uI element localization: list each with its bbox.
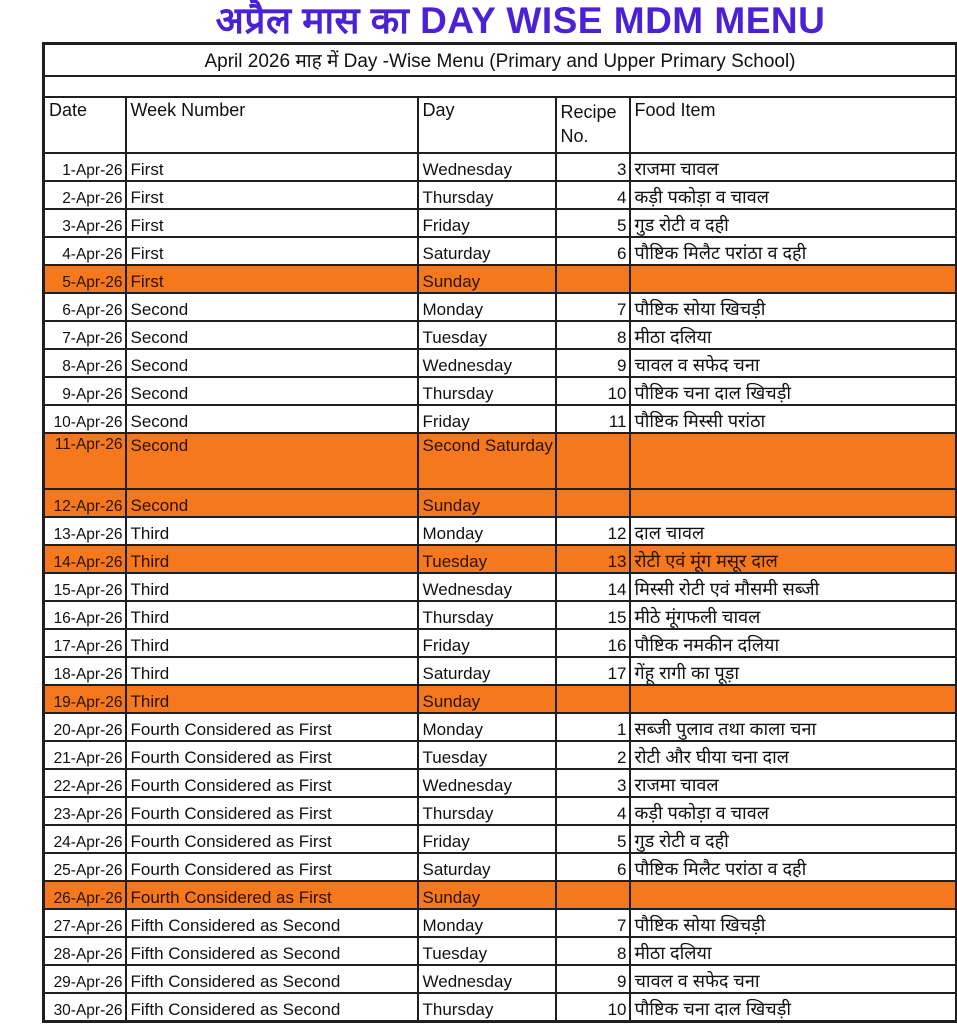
day-cell: Second Saturday	[418, 433, 556, 489]
week-cell: Third	[126, 657, 418, 685]
date-cell: 18-Apr-26	[44, 657, 126, 685]
table-row	[44, 517, 957, 545]
date-cell: 4-Apr-26	[44, 237, 126, 265]
table-row	[44, 349, 957, 377]
date-cell: 16-Apr-26	[44, 601, 126, 629]
date-cell: 3-Apr-26	[44, 209, 126, 237]
week-cell: First	[126, 181, 418, 209]
col-header-food: Food Item	[630, 97, 957, 153]
food-cell: पौष्टिक सोया खिचड़ी	[630, 909, 957, 937]
date-cell: 24-Apr-26	[44, 825, 126, 853]
mdm-menu-table	[42, 42, 957, 1023]
day-cell: Friday	[418, 405, 556, 433]
food-cell: पौष्टिक चना दाल खिचड़ी	[630, 993, 957, 1022]
week-cell: Second	[126, 349, 418, 377]
recipe-cell: 10	[556, 993, 630, 1022]
table-row	[44, 797, 957, 825]
table-row	[44, 573, 957, 601]
table-row	[44, 265, 957, 293]
table-row	[44, 405, 957, 433]
day-cell: Tuesday	[418, 321, 556, 349]
food-cell: पौष्टिक मिलैट परांठा व दही	[630, 853, 957, 881]
date-cell: 10-Apr-26	[44, 405, 126, 433]
table-row	[44, 601, 957, 629]
caption-row	[44, 44, 957, 77]
day-cell: Saturday	[418, 237, 556, 265]
food-cell: पौष्टिक चना दाल खिचड़ी	[630, 377, 957, 405]
food-cell	[630, 685, 957, 713]
spacer-cell	[44, 76, 957, 97]
recipe-cell: 4	[556, 181, 630, 209]
recipe-cell: 8	[556, 937, 630, 965]
recipe-cell: 9	[556, 349, 630, 377]
food-cell: पौष्टिक नमकीन दलिया	[630, 629, 957, 657]
table-row	[44, 545, 957, 573]
recipe-cell: 7	[556, 909, 630, 937]
recipe-cell	[556, 265, 630, 293]
page-title: अप्रैल मास का DAY WISE MDM MENU	[215, 0, 826, 41]
spacer-row	[44, 76, 957, 97]
day-cell: Saturday	[418, 657, 556, 685]
day-cell: Wednesday	[418, 573, 556, 601]
day-cell: Sunday	[418, 265, 556, 293]
food-cell	[630, 265, 957, 293]
week-cell: Fourth Considered as First	[126, 881, 418, 909]
table-caption: April 2026 माह में Day -Wise Menu (Primary and Upper Primary School)	[44, 44, 957, 77]
date-cell: 21-Apr-26	[44, 741, 126, 769]
food-cell: सब्जी पुलाव तथा काला चना	[630, 713, 957, 741]
date-cell: 22-Apr-26	[44, 769, 126, 797]
week-cell: First	[126, 237, 418, 265]
recipe-cell: 5	[556, 209, 630, 237]
date-cell: 19-Apr-26	[44, 685, 126, 713]
food-cell: मिस्सी रोटी एवं मौसमी सब्जी	[630, 573, 957, 601]
table-row	[44, 209, 957, 237]
recipe-cell: 17	[556, 657, 630, 685]
food-cell: दाल चावल	[630, 517, 957, 545]
table-row	[44, 433, 957, 489]
week-cell: Fourth Considered as First	[126, 853, 418, 881]
col-header-day: Day	[418, 97, 556, 153]
day-cell: Wednesday	[418, 965, 556, 993]
date-cell: 1-Apr-26	[44, 153, 126, 181]
recipe-cell: 7	[556, 293, 630, 321]
week-cell: Third	[126, 629, 418, 657]
day-cell: Tuesday	[418, 545, 556, 573]
table-row	[44, 825, 957, 853]
day-cell: Friday	[418, 825, 556, 853]
week-cell: Fourth Considered as First	[126, 713, 418, 741]
table-row	[44, 489, 957, 517]
food-cell: गुड रोटी व दही	[630, 209, 957, 237]
table-row	[44, 181, 957, 209]
day-cell: Sunday	[418, 881, 556, 909]
week-cell: Fourth Considered as First	[126, 769, 418, 797]
day-cell: Wednesday	[418, 349, 556, 377]
food-cell: गुड रोटी व दही	[630, 825, 957, 853]
recipe-cell	[556, 685, 630, 713]
week-cell: First	[126, 209, 418, 237]
date-cell: 26-Apr-26	[44, 881, 126, 909]
day-cell: Sunday	[418, 489, 556, 517]
date-cell: 8-Apr-26	[44, 349, 126, 377]
week-cell: Fifth Considered as Second	[126, 993, 418, 1022]
table-row	[44, 629, 957, 657]
date-cell: 23-Apr-26	[44, 797, 126, 825]
table-row	[44, 153, 957, 181]
date-cell: 7-Apr-26	[44, 321, 126, 349]
week-cell: Second	[126, 489, 418, 517]
table-row	[44, 881, 957, 909]
week-cell: Fifth Considered as Second	[126, 909, 418, 937]
day-cell: Monday	[418, 713, 556, 741]
food-cell: गेंहू रागी का पूड़ा	[630, 657, 957, 685]
recipe-cell: 5	[556, 825, 630, 853]
week-cell: First	[126, 265, 418, 293]
day-cell: Thursday	[418, 993, 556, 1022]
day-cell: Monday	[418, 517, 556, 545]
recipe-cell: 3	[556, 153, 630, 181]
recipe-cell: 13	[556, 545, 630, 573]
date-cell: 9-Apr-26	[44, 377, 126, 405]
food-cell: रोटी और घीया चना दाल	[630, 741, 957, 769]
week-cell: Third	[126, 545, 418, 573]
recipe-cell: 1	[556, 713, 630, 741]
week-cell: Third	[126, 517, 418, 545]
recipe-cell: 15	[556, 601, 630, 629]
day-cell: Thursday	[418, 377, 556, 405]
day-cell: Monday	[418, 909, 556, 937]
date-cell: 20-Apr-26	[44, 713, 126, 741]
food-cell: पौष्टिक मिस्सी परांठा	[630, 405, 957, 433]
date-cell: 13-Apr-26	[44, 517, 126, 545]
recipe-cell: 4	[556, 797, 630, 825]
day-cell: Thursday	[418, 797, 556, 825]
day-cell: Saturday	[418, 853, 556, 881]
recipe-cell: 3	[556, 769, 630, 797]
food-cell: राजमा चावल	[630, 769, 957, 797]
food-cell: चावल व सफेद चना	[630, 965, 957, 993]
table-row	[44, 853, 957, 881]
food-cell	[630, 881, 957, 909]
food-cell	[630, 489, 957, 517]
col-header-week: Week Number	[126, 97, 418, 153]
day-cell: Wednesday	[418, 769, 556, 797]
recipe-cell: 10	[556, 377, 630, 405]
week-cell: First	[126, 153, 418, 181]
date-cell: 11-Apr-26	[44, 433, 126, 489]
table-row	[44, 937, 957, 965]
col-header-date: Date	[44, 97, 126, 153]
week-cell: Second	[126, 377, 418, 405]
date-cell: 6-Apr-26	[44, 293, 126, 321]
table-row	[44, 769, 957, 797]
recipe-cell: 14	[556, 573, 630, 601]
food-cell: पौष्टिक सोया खिचड़ी	[630, 293, 957, 321]
week-cell: Second	[126, 321, 418, 349]
table-row	[44, 965, 957, 993]
recipe-cell: 16	[556, 629, 630, 657]
week-cell: Fifth Considered as Second	[126, 937, 418, 965]
recipe-cell	[556, 489, 630, 517]
table-row	[44, 909, 957, 937]
week-cell: Second	[126, 293, 418, 321]
day-cell: Tuesday	[418, 741, 556, 769]
date-cell: 15-Apr-26	[44, 573, 126, 601]
food-cell: पौष्टिक मिलैट परांठा व दही	[630, 237, 957, 265]
table-row	[44, 237, 957, 265]
food-cell: रोटी एवं मूंग मसूर दाल	[630, 545, 957, 573]
table-row	[44, 377, 957, 405]
food-cell: मीठा दलिया	[630, 937, 957, 965]
food-cell: कड़ी पकोड़ा व चावल	[630, 181, 957, 209]
recipe-cell: 6	[556, 853, 630, 881]
recipe-cell: 2	[556, 741, 630, 769]
food-cell: मीठा दलिया	[630, 321, 957, 349]
table-row	[44, 321, 957, 349]
day-cell: Sunday	[418, 685, 556, 713]
header-row	[44, 97, 957, 153]
recipe-cell: 9	[556, 965, 630, 993]
date-cell: 5-Apr-26	[44, 265, 126, 293]
date-cell: 30-Apr-26	[44, 993, 126, 1022]
day-cell: Thursday	[418, 181, 556, 209]
table-row	[44, 713, 957, 741]
food-cell: राजमा चावल	[630, 153, 957, 181]
week-cell: Third	[126, 573, 418, 601]
table-row	[44, 993, 957, 1022]
date-cell: 28-Apr-26	[44, 937, 126, 965]
menu-table-body	[44, 153, 957, 1022]
date-cell: 17-Apr-26	[44, 629, 126, 657]
day-cell: Wednesday	[418, 153, 556, 181]
week-cell: Fourth Considered as First	[126, 797, 418, 825]
week-cell: Second	[126, 433, 418, 489]
table-row	[44, 685, 957, 713]
date-cell: 2-Apr-26	[44, 181, 126, 209]
food-cell: मीठे मूंगफली चावल	[630, 601, 957, 629]
day-cell: Friday	[418, 209, 556, 237]
food-cell: कड़ी पकोड़ा व चावल	[630, 797, 957, 825]
day-cell: Tuesday	[418, 937, 556, 965]
food-cell	[630, 433, 957, 489]
week-cell: Fourth Considered as First	[126, 741, 418, 769]
recipe-cell: 8	[556, 321, 630, 349]
table-row	[44, 293, 957, 321]
date-cell: 27-Apr-26	[44, 909, 126, 937]
table-row	[44, 657, 957, 685]
food-cell: चावल व सफेद चना	[630, 349, 957, 377]
recipe-cell	[556, 881, 630, 909]
recipe-cell: 11	[556, 405, 630, 433]
date-cell: 14-Apr-26	[44, 545, 126, 573]
date-cell: 25-Apr-26	[44, 853, 126, 881]
day-cell: Thursday	[418, 601, 556, 629]
date-cell: 29-Apr-26	[44, 965, 126, 993]
date-cell: 12-Apr-26	[44, 489, 126, 517]
col-header-recipe: Recipe No.	[556, 97, 630, 153]
recipe-cell	[556, 433, 630, 489]
recipe-cell: 12	[556, 517, 630, 545]
week-cell: Fourth Considered as First	[126, 825, 418, 853]
day-cell: Monday	[418, 293, 556, 321]
day-cell: Friday	[418, 629, 556, 657]
week-cell: Third	[126, 601, 418, 629]
week-cell: Third	[126, 685, 418, 713]
week-cell: Fifth Considered as Second	[126, 965, 418, 993]
table-row	[44, 741, 957, 769]
recipe-cell: 6	[556, 237, 630, 265]
week-cell: Second	[126, 405, 418, 433]
